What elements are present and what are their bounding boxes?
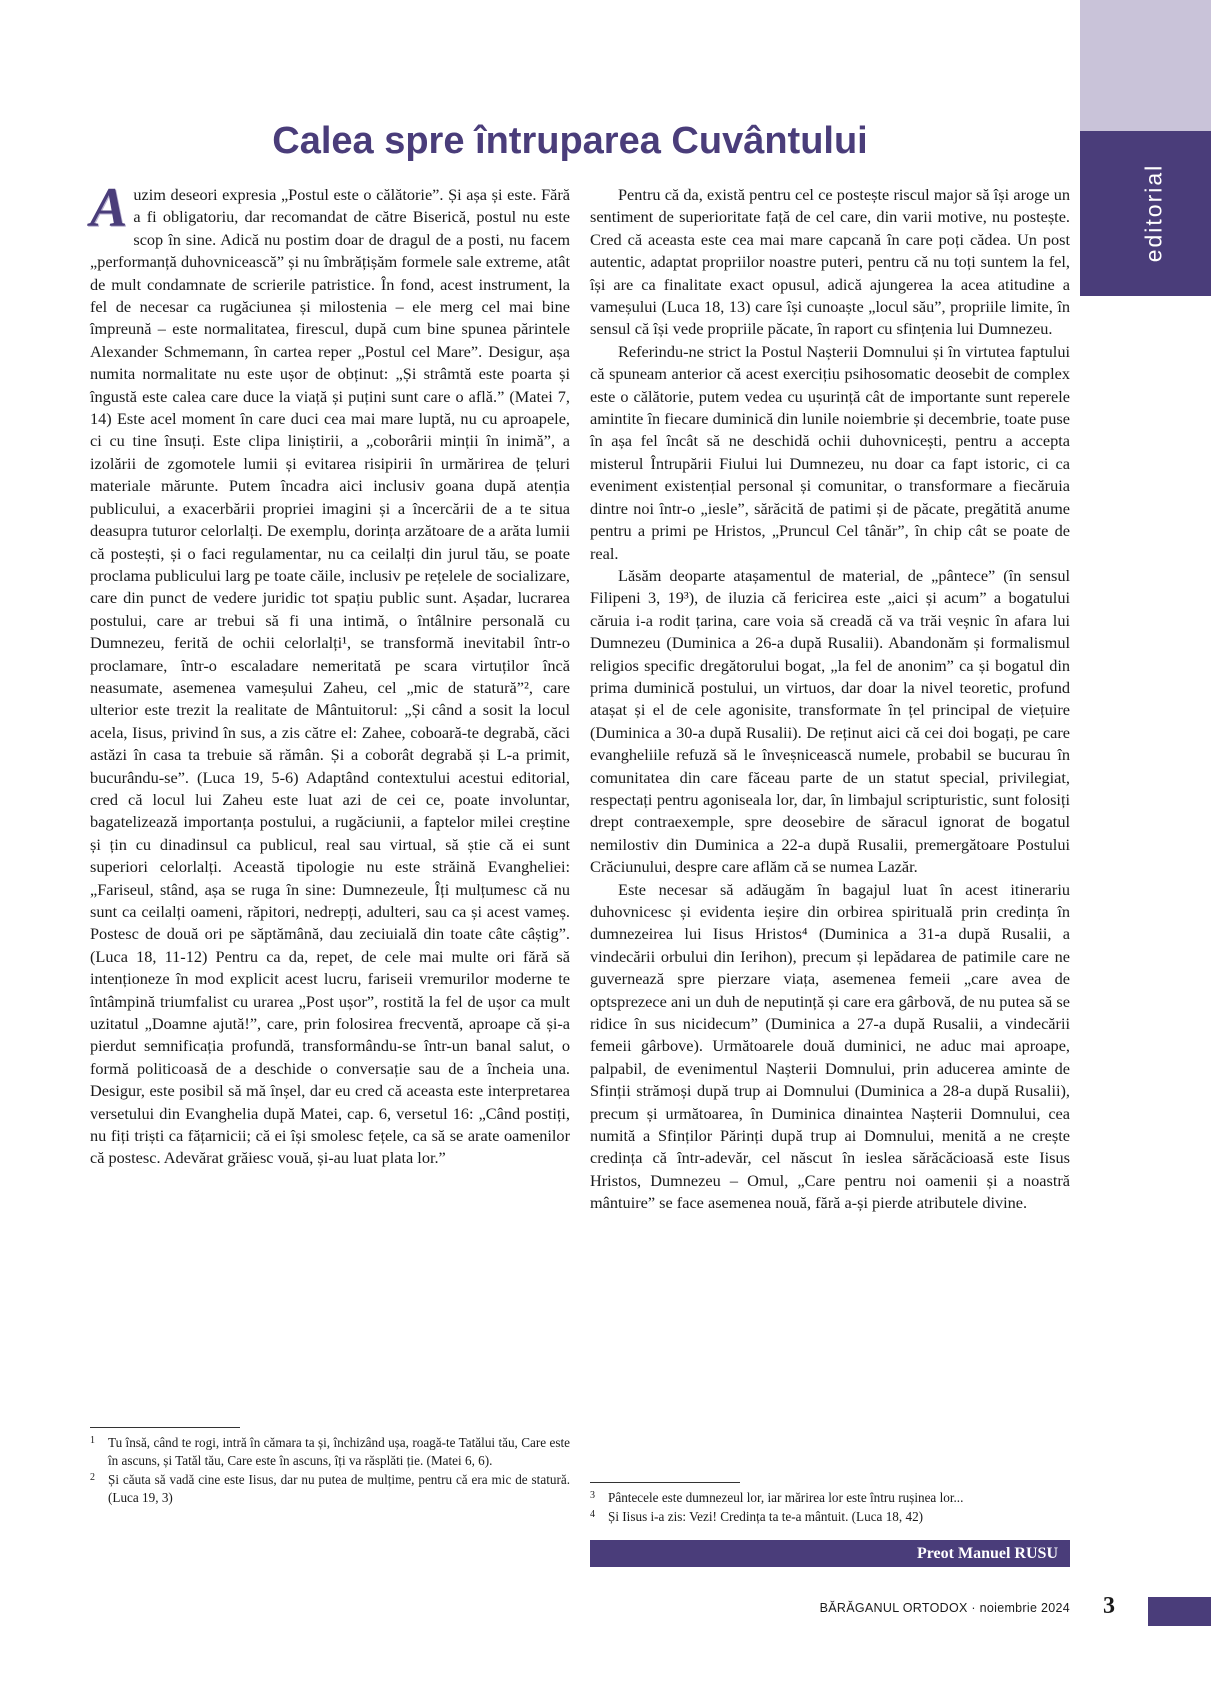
footnote [90,1434,570,1470]
section-tab [1080,131,1211,296]
footnote-text: Și Iisus i-a zis: Vezi! Credința ta te-a mântuit. (Luca 18, 42) [608,1509,924,1524]
footnote-number: 4 [590,1509,595,1520]
left-paragraph-1-text: uzim deseori expresia „Postul este o călătorie”. Și așa și este. Fără a fi obligatoriu, dar recomandat de către Biserică, postul nu este scop în sine. Adică nu postim doar de dragul de a posti, nu facem „performanță duhovnicească” și nu îmbrățișăm formele sale extreme, atât de mult condamnate de scrierile patristice. În fond, acest instrument, la fel de necesar ca rugăciunea și milostenia – ele merg cel mai bine împreună – este normalitatea, firescul, după cum bine spunea părintele Alexander Schmemann, în cartea reper „Postul cel Mare”. Desigur, așa numita normalitate nu este ușor de obținut: „Și strâmtă este poarta și îngustă este calea care duce la viață și puțini sunt care o află.” (Matei 7, 14) Este acel moment în care duci cea mai mare luptă, nu cu aproapele, ci cu tine însuți. Este clipa liniștirii, a „coborârii minții în inimă”, a izolării de zgomotele lumii și evitarea risipirii în urmărirea de țeluri materiale mărunte. Putem încadra aici inclusiv goana după atenția publicului, a exacerbării propriei imagini și a încercării de a te situa deasupra tuturor celorlalți. De exemplu, dorința arzătoare de a arăta lumii că postești, și o faci regulamentar, nu ca ceilalți din jurul tău, se poate proclama publicului larg pe toate căile, inclusiv pe rețelele de socializare, care din punct de vedere juridic tot spațiu public sunt. Așadar, lucrarea postului, care ar trebui să fi una intimă, o întâlnire personală cu Dumnezeu, ferită de ochii celorlalți¹, se transformă inevitabil într-o proclamare, într-o escaladare nemeritată pe scara virtuților încă neasumate, asemenea vameșului Zaheu, cel „mic de statură”², care ulterior este trezit la realitate de Mântuitorul: „Și când a sosit la locul acela, Iisus, privind în sus, a zis către el: Zahee, coboară-te degrabă, căci astăzi în casa ta trebuie să rămân. Și a coborât degrabă și L-a primit, bucurându-se”. (Luca 19, 5-6) Adaptând contextului acestui editorial, cred că locul lui Zaheu este luat azi de cei ce, poate involuntar, bagatelizează importanța postului, a rugăciunii, a faptelor milei creștine și țin cu dinadinsul ca publicul, real sau virtual, să știe că ei sunt superiori celorlalți. Această tipologie nu este străină Evangheliei: „Fariseul, stând, așa se ruga în sine: Dumnezeule, Îți mulțumesc că nu sunt ca ceilalți oameni, răpitori, nedrepți, adulteri, sau ca și acest vameș. Postesc de două ori pe săptămână, dau zeciuială din toate câte câștig”. (Luca 18, 11-12) Pentru ca da, repet, de cele mai multe ori fără să intenționeze în mod explicit acest lucru, fariseii vremurilor moderne te întâmpină triumfalist cu urarea „Post ușor”, rostită la fel de ușor ca mult uzitatul „Doamne ajută!”, care, prin folosirea frecventă, aproape că și-a pierdut semnificația profundă, transformându-se într-un banal salut, o formă politicoasă de a deschide o conversație sau de a încheia una. Desigur, este posibil să mă înșel, dar eu cred că aceasta este interpretarea versetului din Evanghelia după Matei, cap. 6, versetul 16: „Când postiți, nu fiți triști ca fățarnicii; că ei își smolesc fețele, ca să se arate oamenilor că postesc. Adevărat grăiesc vouă, și-au luat plata lor.” [90,185,570,1168]
footnote-text: Tu însă, când te rogi, intră în cămara ta și, închizând ușa, roagă-te Tatălui tău, Care este în ascuns, și Tatăl tău, Care este în ascuns, îți va răsplăti ție. (Matei 6, 6). [108,1435,570,1468]
footnote-number: 2 [90,1472,95,1483]
right-column [590,184,1070,1215]
footnote-text: Și căuta să vadă cine este Iisus, dar nu putea de mulțime, pentru că era mic de statură. (Luca 19, 3) [108,1472,570,1505]
footnote-text: Pântecele este dumnezeul lor, iar mărirea lor este întru rușinea lor... [608,1490,964,1505]
drop-cap: A [90,177,128,239]
footnote [590,1508,1070,1526]
left-paragraph-1 [90,177,570,1170]
right-paragraph: Pentru că da, există pentru cel ce postește riscul major să își aroge un sentiment de superioritate față de cel care, din varii motive, nu postește. Cred că aceasta este cea mai mare capcană în care poți cădea. Un post autentic, adaptat propriilor noastre puteri, pentru că nu toți suntem la fel, își are ca finalitate exact opusul, adică ajungerea la acea atitudine a vameșului (Luca 18, 13) care își cunoaște „locul său”, propriile limite, în sensul că își vede propriile păcate, în raport cu sfințenia lui Dumnezeu. [590,185,1070,339]
left-footnotes [90,1434,570,1508]
footnote [90,1471,570,1507]
footnote-number: 1 [90,1435,95,1446]
footnote-number: 3 [590,1490,595,1501]
right-footnotes [590,1489,1070,1527]
left-footnote-rule [90,1427,240,1428]
right-paragraph: Lăsăm deoparte atașamentul de material, de „pântece” (în sensul Filipeni 3, 19³), de iluzia că fericirea este „aici și acum” a bogatului căruia i-a rodit țarina, care voia să creadă că va trăi veșnic în afara lui Dumnezeu (Duminica a 26-a după Rusalii). Abandonăm și formalismul religios specific dregătorului bogat, „la fel de anonim” ca și bogatul din prima duminică postului, un virtuos, dar doar la nivel teoretic, profund atașat și el de cele agonisite, transformate în țel principal de viețuire (Duminica a 30-a după Rusalii). De reținut aici că cei doi bogați, pe care evangheliile refuză să le înveșnicească numele, probabil se bucurau în comunitatea din care făceau parte de un statut special, privilegiat, respectați pentru agoniseala lor, dar, în limbajul scripturistic, sunt folosiți drept contraexemple, spre deosebire de săracul ignorat de bogatul nemilostiv din Duminica a 22-a după Rusalii, premergătoare Postului Crăciunului, despre care aflăm că se numea Lazăr. [590,565,1070,877]
footer-publication: BĂRĂGANUL ORTODOX · noiembrie 2024 [819,1601,1070,1615]
page-number: 3 [1103,1593,1115,1619]
author-signature: Preot Manuel RUSU [590,1540,1070,1567]
footnote [590,1489,1070,1507]
left-column [90,177,570,1170]
section-label: editorial [1140,163,1167,263]
right-footnote-rule [590,1482,740,1483]
right-paragraph: Referindu-ne strict la Postul Nașterii Domnului și în virtutea faptului că spuneam anterior că acest exercițiu psihosomatic deosebit de complex este o călătorie, putem vedea cu ușurință cât de importante sunt reperele amintite în fiecare duminică din lunile noiembrie și decembrie, toate puse în așa fel încât să ne deschidă ochii duhovnicești, pentru a accepta misterul Întrupării Fiului lui Dumnezeu, nu doar ca fapt istoric, ci ca eveniment existențial personal și comunitar, o transformare a fiecăruia dintre noi într-o „iesle”, sărăcită de patimi și de păcate, pregătită anume pentru a primi pe Hristos, „Pruncul Cel tânăr”, în chip cât se poate de real. [590,341,1070,563]
footer-bar [1148,1597,1211,1626]
article-title: Calea spre întruparea Cuvântului [272,120,868,162]
sidebar-top-block [1080,0,1211,131]
right-paragraph: Este necesar să adăugăm în bagajul luat în acest itinerariu duhovnicesc și evidenta ieșire din orbirea spirituală prin credința în dumnezeirea lui Iisus Hristos⁴ (Duminica a 31-a după Rusalii, a vindecării orbului din Ierihon), precum și lepădarea de patimile care ne guvernează spre pierzare viața, asemenea femeii „care avea de optsprezece ani un duh de neputință și care era gârbovă, de nu putea să se ridice în sus nicidecum” (Duminica a 27-a după Rusalii, a vindecării femeii gârbove). Următoarele două duminici, ne aduc mai aproape, palpabil, de evenimentul Nașterii Domnului, prin aducerea aminte de Sfinții strămoși după trup ai Domnului (Duminica a 28-a după Rusalii), precum și următoarea, în Duminica dinaintea Nașterii Domnului, cea numită a Sfinților Părinți după trup ai Domnului, menită a ne crește credința că într-adevăr, cel născut în ieslea sărăcăcioasă este Iisus Hristos, Dumnezeu – Omul, „Care pentru noi oamenii și a noastră mântuire” se face asemenea nouă, fără a-și pierde atributele divine. [590,879,1070,1213]
